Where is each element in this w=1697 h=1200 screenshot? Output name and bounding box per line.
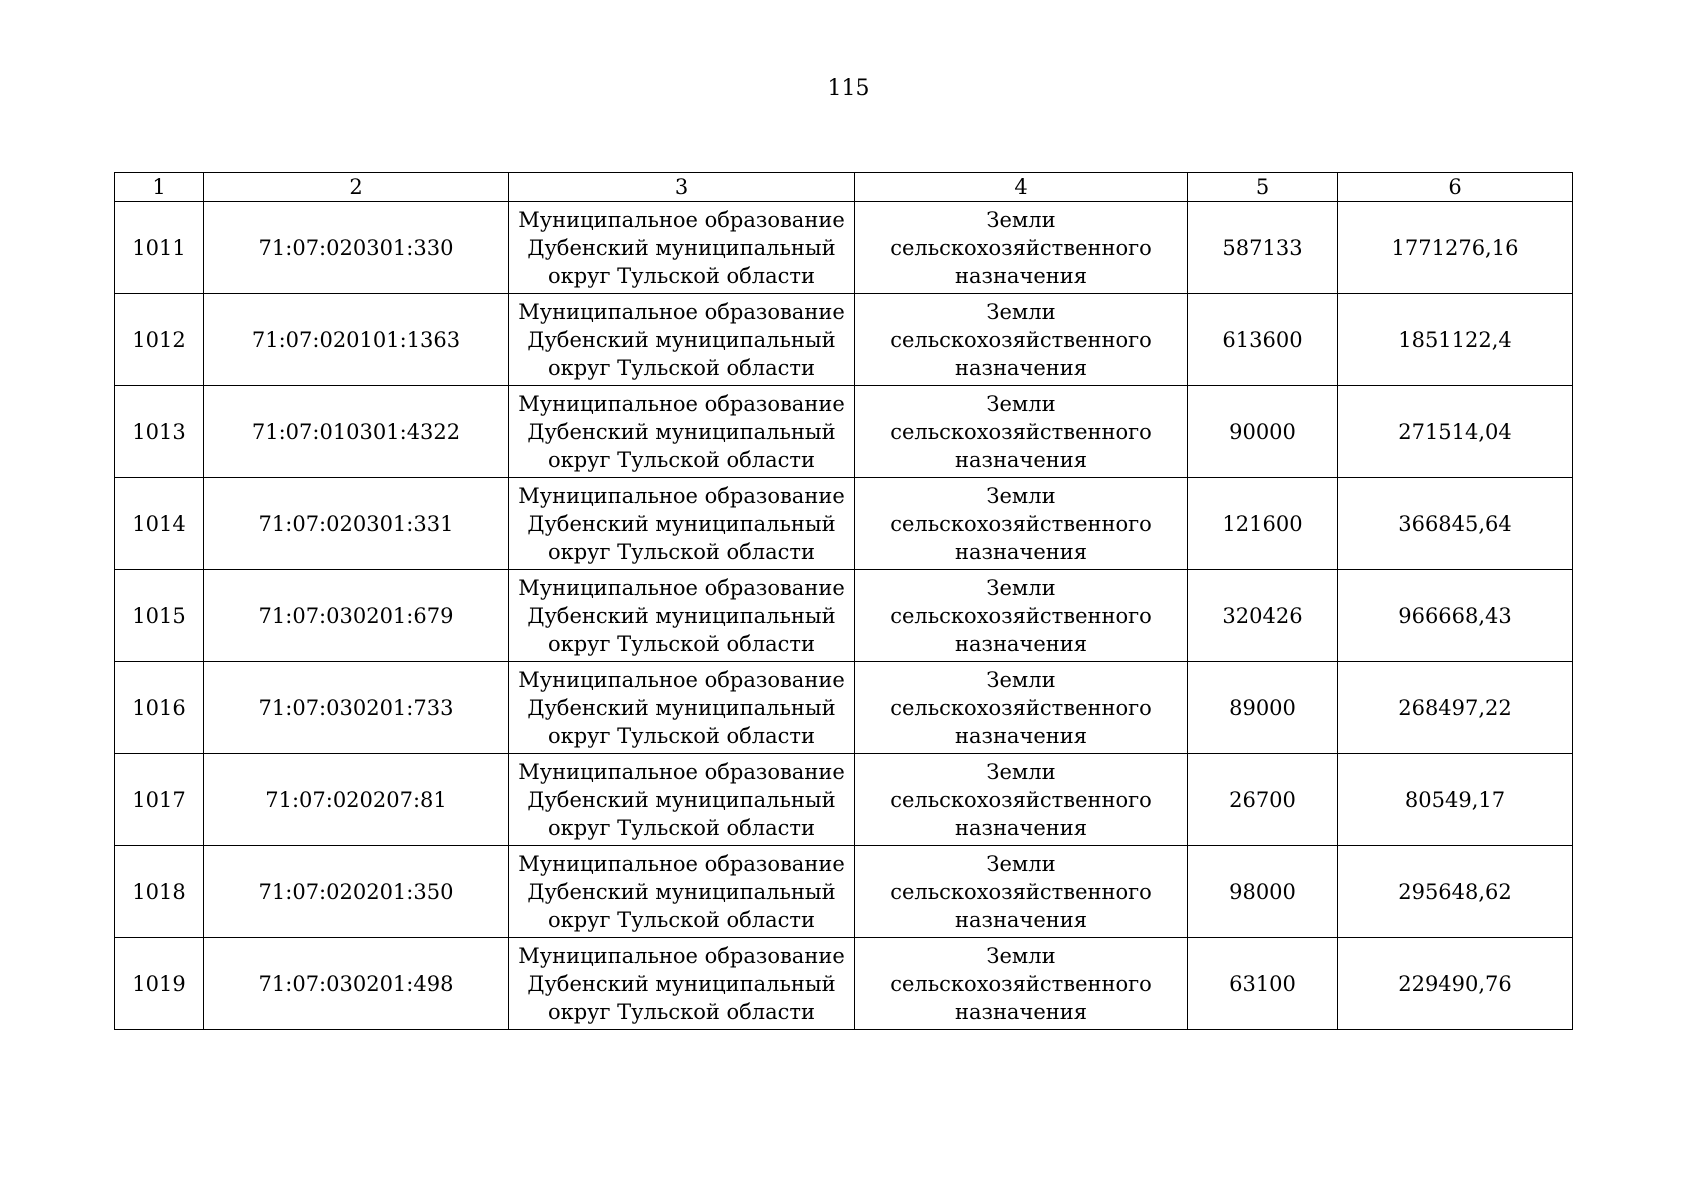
owner-cell-line: Дубенский муниципальный: [527, 603, 836, 628]
land-category-cell-line: назначения: [954, 539, 1088, 564]
owner-cell-line: Дубенский муниципальный: [527, 235, 836, 260]
area-cell: 63100: [1188, 938, 1338, 1030]
cadastral-value-cell: 366845,64: [1338, 478, 1573, 570]
land-category-cell-line: назначения: [954, 999, 1088, 1024]
land-category-cell: [855, 754, 1188, 846]
owner-cell-line: округ Тульской области: [547, 263, 816, 288]
cadastral-number-cell: 71:07:020301:330: [204, 202, 509, 294]
land-category-cell-line: Земли: [986, 759, 1056, 784]
cadastral-number-cell: 71:07:020201:350: [204, 846, 509, 938]
area-cell: 26700: [1188, 754, 1338, 846]
land-category-cell-line: Земли: [986, 299, 1056, 324]
row-number-cell: 1015: [115, 570, 204, 662]
area-cell: 587133: [1188, 202, 1338, 294]
cadastral-value-cell: 268497,22: [1338, 662, 1573, 754]
owner-cell-line: Муниципальное образование: [518, 943, 845, 968]
owner-cell: [509, 202, 855, 294]
cadastral-value-cell: 229490,76: [1338, 938, 1573, 1030]
cadastral-value-cell: 295648,62: [1338, 846, 1573, 938]
owner-cell: [509, 754, 855, 846]
owner-cell-line: округ Тульской области: [547, 631, 816, 656]
table-row: [115, 386, 1573, 478]
land-category-cell: [855, 846, 1188, 938]
column-header-1: 1: [115, 173, 204, 202]
land-category-cell-line: назначения: [954, 447, 1088, 472]
land-category-cell: [855, 938, 1188, 1030]
cadastral-number-cell: 71:07:020207:81: [204, 754, 509, 846]
owner-cell: [509, 846, 855, 938]
land-category-cell: [855, 202, 1188, 294]
land-category-cell-line: назначения: [954, 631, 1088, 656]
land-category-cell: [855, 570, 1188, 662]
owner-cell: [509, 662, 855, 754]
row-number-cell: 1017: [115, 754, 204, 846]
land-category-cell-line: сельскохозяйственного: [890, 511, 1152, 536]
cadastral-value-cell: 1851122,4: [1338, 294, 1573, 386]
owner-cell-line: Дубенский муниципальный: [527, 511, 836, 536]
column-header-4: 4: [855, 173, 1188, 202]
owner-cell-line: округ Тульской области: [547, 723, 816, 748]
area-cell: 90000: [1188, 386, 1338, 478]
area-cell: 89000: [1188, 662, 1338, 754]
owner-cell-line: округ Тульской области: [547, 539, 816, 564]
land-category-cell-line: сельскохозяйственного: [890, 695, 1152, 720]
land-category-cell-line: назначения: [954, 355, 1088, 380]
land-category-cell-line: Земли: [986, 483, 1056, 508]
land-category-cell-line: назначения: [954, 815, 1088, 840]
cadastral-number-cell: 71:07:030201:733: [204, 662, 509, 754]
land-category-cell: [855, 662, 1188, 754]
land-category-cell-line: Земли: [986, 207, 1056, 232]
column-header-2: 2: [204, 173, 509, 202]
owner-cell-line: Дубенский муниципальный: [527, 879, 836, 904]
row-number-cell: 1012: [115, 294, 204, 386]
land-category-cell-line: сельскохозяйственного: [890, 235, 1152, 260]
column-header-5: 5: [1188, 173, 1338, 202]
area-cell: 613600: [1188, 294, 1338, 386]
table-row: [115, 570, 1573, 662]
owner-cell-line: Муниципальное образование: [518, 851, 845, 876]
land-category-cell-line: назначения: [954, 263, 1088, 288]
land-category-cell-line: назначения: [954, 723, 1088, 748]
row-number-cell: 1019: [115, 938, 204, 1030]
area-cell: 98000: [1188, 846, 1338, 938]
cadastral-number-cell: 71:07:030201:679: [204, 570, 509, 662]
land-category-cell-line: назначения: [954, 907, 1088, 932]
row-number-cell: 1011: [115, 202, 204, 294]
cadastral-value-cell: 966668,43: [1338, 570, 1573, 662]
table-row: [115, 662, 1573, 754]
land-registry-table: [114, 172, 1573, 1030]
area-cell: 320426: [1188, 570, 1338, 662]
row-number-cell: 1018: [115, 846, 204, 938]
land-category-cell-line: Земли: [986, 667, 1056, 692]
owner-cell-line: Муниципальное образование: [518, 575, 845, 600]
owner-cell-line: Дубенский муниципальный: [527, 971, 836, 996]
owner-cell-line: Муниципальное образование: [518, 483, 845, 508]
cadastral-number-cell: 71:07:010301:4322: [204, 386, 509, 478]
owner-cell-line: Муниципальное образование: [518, 391, 845, 416]
row-number-cell: 1016: [115, 662, 204, 754]
land-category-cell-line: сельскохозяйственного: [890, 419, 1152, 444]
land-category-cell-line: сельскохозяйственного: [890, 879, 1152, 904]
land-category-cell-line: сельскохозяйственного: [890, 327, 1152, 352]
owner-cell: [509, 938, 855, 1030]
header-row: [115, 173, 1573, 202]
table-body: [115, 202, 1573, 1030]
page-number: 115: [827, 76, 870, 101]
owner-cell: [509, 570, 855, 662]
land-category-cell-line: сельскохозяйственного: [890, 971, 1152, 996]
owner-cell-line: Дубенский муниципальный: [527, 787, 836, 812]
owner-cell-line: Дубенский муниципальный: [527, 327, 836, 352]
area-cell: 121600: [1188, 478, 1338, 570]
owner-cell-line: Дубенский муниципальный: [527, 695, 836, 720]
owner-cell-line: Муниципальное образование: [518, 759, 845, 784]
owner-cell-line: округ Тульской области: [547, 907, 816, 932]
land-category-cell-line: Земли: [986, 943, 1056, 968]
owner-cell-line: Муниципальное образование: [518, 667, 845, 692]
land-category-cell: [855, 386, 1188, 478]
table-row: [115, 754, 1573, 846]
land-category-cell-line: сельскохозяйственного: [890, 787, 1152, 812]
cadastral-value-cell: 271514,04: [1338, 386, 1573, 478]
table-row: [115, 294, 1573, 386]
owner-cell-line: округ Тульской области: [547, 355, 816, 380]
land-category-cell-line: Земли: [986, 575, 1056, 600]
column-header-3: 3: [509, 173, 855, 202]
row-number-cell: 1014: [115, 478, 204, 570]
cadastral-number-cell: 71:07:030201:498: [204, 938, 509, 1030]
cadastral-value-cell: 80549,17: [1338, 754, 1573, 846]
owner-cell: [509, 386, 855, 478]
table-row: [115, 938, 1573, 1030]
table-row: [115, 846, 1573, 938]
owner-cell-line: округ Тульской области: [547, 447, 816, 472]
owner-cell-line: Муниципальное образование: [518, 207, 845, 232]
table-row: [115, 478, 1573, 570]
owner-cell-line: Муниципальное образование: [518, 299, 845, 324]
land-category-cell: [855, 478, 1188, 570]
column-header-6: 6: [1338, 173, 1573, 202]
owner-cell-line: округ Тульской области: [547, 815, 816, 840]
owner-cell-line: округ Тульской области: [547, 999, 816, 1024]
land-category-cell: [855, 294, 1188, 386]
cadastral-number-cell: 71:07:020301:331: [204, 478, 509, 570]
row-number-cell: 1013: [115, 386, 204, 478]
land-category-cell-line: Земли: [986, 391, 1056, 416]
land-category-cell-line: Земли: [986, 851, 1056, 876]
owner-cell: [509, 478, 855, 570]
cadastral-number-cell: 71:07:020101:1363: [204, 294, 509, 386]
owner-cell-line: Дубенский муниципальный: [527, 419, 836, 444]
cadastral-value-cell: 1771276,16: [1338, 202, 1573, 294]
land-category-cell-line: сельскохозяйственного: [890, 603, 1152, 628]
table-row: [115, 202, 1573, 294]
owner-cell: [509, 294, 855, 386]
